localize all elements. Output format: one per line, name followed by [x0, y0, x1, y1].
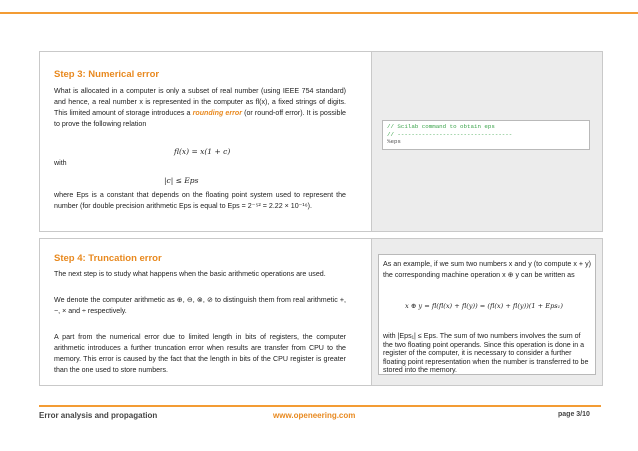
top-accent-line [0, 12, 638, 14]
step4-paragraph-2: We denote the computer arithmetic as ⊕, ⊖, ⊗, ⊘ to distinguish them from real arithmetic +, −, × and ÷ respectively. [54, 296, 346, 315]
step4-paragraph-3: A part from the numerical error due to limited length in bits of registers, the computer arithmetic introduces a further truncation error when results are transfer from CPU to the memory. This error is caused by the fact that the length in bits of the CPU register is greater than the one used to store numbers. [54, 333, 346, 374]
step4-title: Step 4: Truncation error [54, 253, 162, 264]
footer-page-number: page 3/10 [558, 411, 590, 418]
step3-with-label: with [54, 159, 67, 167]
step3-formula-2: |c| ≤ Eps [164, 176, 199, 185]
step3-paragraph-1: What is allocated in a computer is only a subset of real number (using IEEE 754 standard) and hence, a real number x is represented in the computer as fl(x), a fixed strings of digits. This limited amount of storage introduces a rounding error (or round-off error). It is possible to prove the following relation [54, 87, 346, 128]
rounding-error-term: rounding error [192, 109, 242, 117]
scilab-code-box [382, 120, 590, 150]
step4-section [39, 238, 603, 386]
example-box [378, 254, 596, 375]
step3-formula-1: fl(x) = x(1 + c) [174, 147, 231, 156]
step4-right-panel [371, 239, 602, 385]
example-paragraph-1: As an example, if we sum two numbers x and y (to compute x + y) the corresponding machine operation x ⊕ y can be written as [383, 260, 591, 279]
example-formula: x ⊕ y = fl(fl(x) + fl(y)) = (fl(x) + fl(y))(1 + Eps₁) [405, 302, 563, 310]
example-paragraph-2: with |Eps₁| ≤ Eps. The sum of two numbers involves the sum of the two floating point operands. Since this operation is done in a register of the computer, it is necessary to consider a further floating point representation when the number is transferred to be stored into the memory. [383, 332, 589, 374]
step3-section [39, 51, 603, 232]
footer-title: Error analysis and propagation [39, 411, 158, 420]
footer-accent-line [39, 405, 601, 407]
code-comment-2: // --------------------------------- [387, 130, 513, 138]
step3-right-panel [371, 52, 602, 231]
step4-paragraph-1: The next step is to study what happens when the basic arithmetic operations are used. [54, 270, 326, 278]
code-comment-1: // Scilab command to obtain eps [387, 123, 495, 130]
code-command: %eps [387, 138, 401, 145]
footer-website-link[interactable]: www.openeering.com [273, 411, 356, 420]
step3-paragraph-2: where Eps is a constant that depends on the floating point system used to represent the number (for double precision arithmetic Eps is equal to Eps = 2⁻⁵² = 2.22 × 10⁻¹⁶). [54, 191, 346, 210]
step3-title: Step 3: Numerical error [54, 69, 160, 80]
